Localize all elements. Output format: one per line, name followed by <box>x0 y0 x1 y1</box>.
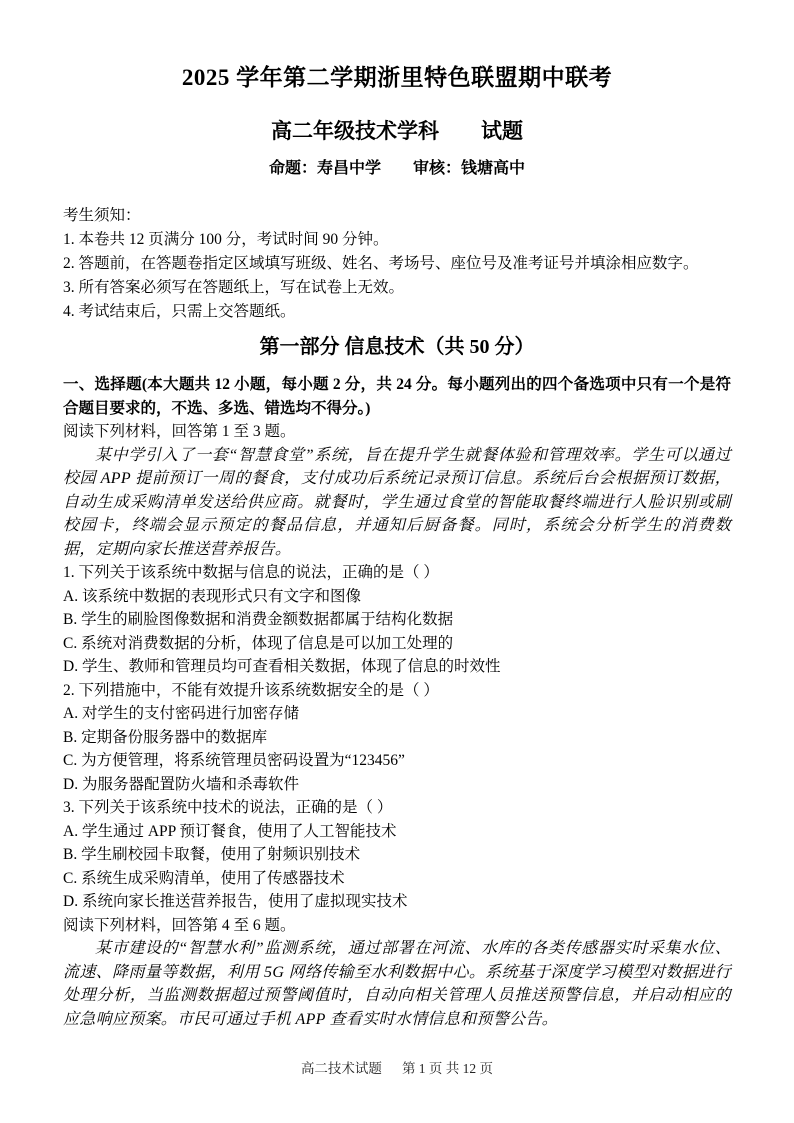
question-option: A. 该系统中数据的表现形式只有文字和图像 <box>63 587 361 605</box>
question-option: C. 系统对消费数据的分析，体现了信息是可以加工处理的 <box>63 634 454 652</box>
question-stem: 1. 下列关于该系统中数据与信息的说法，正确的是（ ） <box>63 564 439 581</box>
page-title: 2025 学年第二学期浙里特色联盟期中联考 <box>181 65 613 90</box>
question-1 <box>63 561 731 679</box>
material-passage-1: 某中学引入了一套“智慧食堂”系统，旨在提升学生就餐体验和管理效率。学生可以通过校园 APP 提前预订一周的餐食，支付成功后系统记录预订信息。系统后台会根据预订数据，自动生成采购清单发送给供应商。就餐时，学生通过食堂的智能取餐终端进行人脸识别或刷校园卡，终端会显示预定的餐品信息，并通知后厨备餐。同时，系统会分析学生的消费数据，定期向家长推送营养报告。 <box>63 446 731 558</box>
question-option: A. 对学生的支付密码进行加密存储 <box>63 705 299 722</box>
byline: 命题：寿昌中学 审核：钱塘高中 <box>268 160 525 177</box>
notice-item: 2. 答题前，在答题卷指定区域填写班级、姓名、考场号、座位号及准考证号并填涂相应数字。 <box>63 255 699 272</box>
notice-item: 4. 考试结束后，只需上交答题纸。 <box>63 303 296 320</box>
footer-page-label: 第 1 页 共 12 页 <box>401 1061 494 1076</box>
page-subtitle: 高二年级技术学科 试题 <box>271 119 523 143</box>
question-option: B. 学生的刷脸图像数据和消费金额数据都属于结构化数据 <box>63 611 454 628</box>
question-option: D. 学生、教师和管理员均可查看相关数据，体现了信息的时效性 <box>63 658 501 675</box>
notice-item: 3. 所有答案必须写在答题纸上，写在试卷上无效。 <box>63 279 405 296</box>
reading-lead-1: 阅读下列材料，回答第 1 至 3 题。 <box>63 423 296 440</box>
question-stem: 2. 下列措施中，不能有效提升该系统数据安全的是（ ） <box>63 681 439 699</box>
notice-heading: 考生须知： <box>63 207 141 224</box>
question-option: B. 定期备份服务器中的数据库 <box>63 728 268 746</box>
material-passage-2: 某市建设的“智慧水利”监测系统，通过部署在河流、水库的各类传感器实时采集水位、流速、降雨量等数据，利用 5G 网络传输至水利数据中心。系统基于深度学习模型对数据进行处理分析，当监测数据超过预警阈值时，自动向相关管理人员推送预警信息，并启动相应的应急响应预案。市民可通过手机 APP 查看实时水情信息和预警公告。 <box>63 940 731 1028</box>
footer-doc-label: 高二技术试题 <box>300 1061 382 1076</box>
question-stem: 3. 下列关于该系统中技术的说法，正确的是（ ） <box>63 799 393 816</box>
question-option: C. 系统生成采购清单，使用了传感器技术 <box>63 869 345 887</box>
reading-lead-2: 阅读下列材料，回答第 4 至 6 题。 <box>63 916 296 934</box>
page-footer <box>0 1057 794 1077</box>
section-heading: 第一部分 信息技术（共 50 分） <box>259 336 535 358</box>
question-option: A. 学生通过 APP 预订餐食，使用了人工智能技术 <box>63 822 397 840</box>
question-2 <box>63 679 731 797</box>
question-option: B. 学生刷校园卡取餐，使用了射频识别技术 <box>63 846 361 863</box>
candidate-notice <box>63 204 731 324</box>
question-option: C. 为方便管理，将系统管理员密码设置为“123456” <box>63 752 405 769</box>
multiple-choice-intro: 一、选择题(本大题共 12 小题，每小题 2 分，共 24 分。每小题列出的四个备选项中只有一个是符合题目要求的，不选、多选、错选均不得分。) <box>63 376 731 417</box>
question-option: D. 系统向家长推送营养报告，使用了虚拟现实技术 <box>63 893 408 910</box>
notice-item: 1. 本卷共 12 页满分 100 分，考试时间 90 分钟。 <box>63 231 389 248</box>
question-option: D. 为服务器配置防火墙和杀毒软件 <box>63 775 299 793</box>
question-3 <box>63 796 731 914</box>
